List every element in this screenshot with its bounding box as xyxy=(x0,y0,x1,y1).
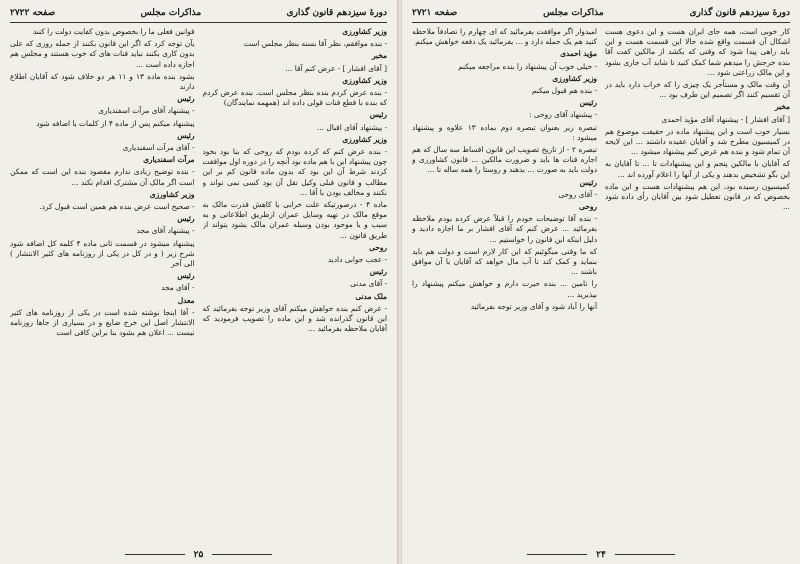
left-page-footer-number: ۲۵ xyxy=(193,550,204,560)
right-page xyxy=(402,0,800,564)
transcript-paragraph: پیشنهاد میکنم پس از ماده ۴ از کلمات با اضافه شود xyxy=(36,118,195,128)
transcript-paragraph: کمیسیون رسیده بود، این هم پیشنهادات هست و این ماده بخصوص که در قانون تعطیل شود بین آقایان رأی داده شود ... xyxy=(605,181,790,212)
right-journal-title: مذاکرات مجلس xyxy=(543,8,604,18)
transcript-paragraph: - پیشنهاد آقای مرآت اسفندیاری xyxy=(98,106,195,116)
transcript-paragraph: - آقای مدنی xyxy=(350,279,387,289)
transcript-paragraph: امیدوار اگر موافقت بفرمائید که ای چهارم را تصادفاً ملاحظه کنید هم یک جمله دارد و ... بفرمائید یک دفعه خواهش میکنم xyxy=(412,27,597,47)
footer-rule xyxy=(527,554,587,555)
transcript-paragraph: - پیشنهاد آقای اقبال ... xyxy=(316,122,387,132)
left-page-columns xyxy=(10,27,387,547)
transcript-paragraph: - عجب جوابی دادید xyxy=(327,255,387,265)
transcript-paragraph: - بنده توضیح زیادی ندارم مقصود بنده این است که ممکن است اگر مالک آن مشترک اقدام نکند ... xyxy=(10,167,195,187)
speaker-name: مرآت اسفندیاری xyxy=(143,155,195,165)
speaker-name: مخبر xyxy=(774,102,790,112)
transcript-paragraph: - خیلی خوب آن پیشنهاد را بنده مراجعه میکنم xyxy=(458,61,597,71)
speaker-name: رئیس xyxy=(369,110,387,120)
right-page-column-right xyxy=(605,27,790,547)
right-page-number-label: صفحه ۲۷۲۱ xyxy=(412,8,458,18)
transcript-paragraph: بآن توجه کرد که اگر این قانون بکنند از جمله روزی که علی بدون کاری بکنند نباید قنات های که خوب هستند و مجلس هم اجازه داده است ... xyxy=(10,39,195,69)
speaker-name: مؤید احمدی xyxy=(560,49,597,59)
speaker-name: وزیر کشاورزی xyxy=(342,27,387,36)
speaker-name: رئیس xyxy=(177,94,195,104)
footer-rule xyxy=(615,554,675,555)
left-journal-title: مذاکرات مجلس xyxy=(140,8,202,18)
transcript-paragraph: بسیار خوب است و این پیشنهاد ماده در حقیقت موضوع هم در کمیسیون مطرح شد و آقایان عقیده داشتند ... این لایحه آن تمام شود و بنده هم عرض کنم پیشنهاد میشود ... xyxy=(605,126,790,157)
transcript-paragraph: - آقای مجد xyxy=(161,283,195,293)
transcript-paragraph: - آقا اینجا نوشته شده است در یکی از روزنامه های کثیر الانتشار اصل این خرج ضایع و در بسیاری از جاها روزنامه نیست ... اعلان هم بشود بنا براین کافی است xyxy=(10,307,195,338)
speaker-name: رئیس xyxy=(369,267,387,277)
transcript-paragraph: - بنده عرض کردم بنده بنظر مجلس است. بنده عرض کردم که بنده با قطع قنات قولی داده اند (همهمه نمایندگان) xyxy=(202,88,387,108)
transcript-paragraph: قوانین فعلی ما را بخصوص بدون کفایت دولت را کنند xyxy=(32,27,195,36)
transcript-paragraph: که ما وقتی میگوئیم که این کار لازم است و دولت هم باید بنماید و کمک کند تا آب مال خواهد که آقایان با آن موافق باشند ... xyxy=(412,246,597,277)
footer-rule xyxy=(125,554,185,555)
transcript-paragraph: - بنده هم قبول میکنم xyxy=(531,86,597,96)
transcript-paragraph: - پیشنهاد آقای روحی : xyxy=(529,110,597,120)
speaker-name: وزیر کشاورزی xyxy=(149,189,195,199)
right-page-column-left xyxy=(412,27,597,547)
speaker-name: رئیس xyxy=(579,98,597,108)
speaker-name: رئیس xyxy=(177,214,195,224)
speaker-name: روحی xyxy=(579,202,597,212)
transcript-paragraph: - آقای روحی xyxy=(558,189,597,199)
footer-rule xyxy=(212,554,272,555)
transcript-paragraph: - آقای مرآت اسفندیاری xyxy=(122,143,195,153)
speaker-name: وزیر کشاورزی xyxy=(342,134,387,144)
right-page-footer xyxy=(402,550,800,560)
transcript-paragraph: - بنده آقا توضیحات خودم را قبلاً عرض کرده بودم ملاحظه بفرمائید ... عرض کنم که آقای افشار بر ما اجازه دادید و دلیل اینکه این قانون را خواستیم ... xyxy=(412,214,597,244)
transcript-paragraph: - بنده عرض کنم که کرده بودم که روحی که بنا بود بخود چون پیشنهاد این با هم ماده بود آنچه را در دوره اول موافقت کردند شرط آن این بود که بدون ماده قانون کم بر این مطالب و قانون قبلی وکیل نقل آن بود کسی نمی تواند و نکنند و مخالف بودن با آقا ... xyxy=(202,147,387,197)
speaker-name: وزیر کشاورزی xyxy=(342,75,387,85)
transcript-paragraph: [ آقای افشار ] - عرض کنم آقا ... xyxy=(285,63,387,73)
transcript-paragraph: تبصره زیر بعنوان تبصره دوم بماده ۱۳ علاوه و پیشنهاد میشود : xyxy=(412,122,597,142)
right-session-label: دورهٔ سیزدهم قانون گذاری xyxy=(689,8,790,18)
transcript-paragraph: پیشنهاد میشود در قسمت ثانی ماده ۴ کلمه کل اضافه شود شرح زیر ( و در کل در یکی از روزنامه های کثیر الانتشار ) الی آخر xyxy=(10,238,195,269)
left-page-column-right xyxy=(203,27,388,547)
right-page-columns xyxy=(412,27,790,547)
left-page-footer xyxy=(0,550,397,560)
transcript-paragraph: ماده ۴ - درصورتیکه علت خرابی یا کاهش قدرت مالک به موقع مالک در تهیه وسایل عمران ازطریق اطلاعاتی و به سبب و یا موجود بودن وسیله عمران مالک بشود بتواند از طریق قانون ... xyxy=(202,200,387,240)
transcript-paragraph: آنها را آباد شود و آقای وزیر توجه بفرمائید xyxy=(470,301,597,311)
speaker-name: معدل xyxy=(177,295,195,305)
left-page-column-left xyxy=(10,27,195,547)
speaker-name: رئیس xyxy=(177,130,195,140)
transcript-paragraph: را تامین ... بنده حیرت دارم و خواهش میکنم پیشنهاد را بپذیرید ... xyxy=(412,279,597,299)
transcript-paragraph: - بنده موافقم، نظر آقا بسته بنظر مجلس است xyxy=(243,39,387,49)
speaker-name: وزیر کشاورزی xyxy=(552,73,597,83)
transcript-paragraph: تبصره ۲ - از تاریخ تصویب این قانون اقساط سه سال که هم اجاره قنات ها باید و ضرورت مالکین ... قانون کشاورزی و دولت باید به صورت ... بدهند و روستا را همه ساله تا ... xyxy=(412,145,597,175)
speaker-name: ملک مدنی xyxy=(355,291,387,301)
transcript-paragraph: - پیشنهاد آقای مجد xyxy=(136,226,195,236)
transcript-paragraph: که آقایان با مالکین پنجم و این پیشنهادات تا ... تا آقایان به این بگو تشخیص بدهند و یکی از آنها را اعلام آورده اند ... xyxy=(605,159,790,179)
speaker-name: مخبر xyxy=(371,51,387,61)
left-page xyxy=(0,0,398,564)
transcript-paragraph: [ آقای افشار ] - پیشنهاد آقای مؤید احمدی xyxy=(661,114,790,124)
transcript-paragraph: کار خوبی است، همه جای ایران هست و این دعوی هست اشکال آن قسمت واقع شده حالا این قسمت هست و این باید راهی پیدا شود که وقتی که بکشد از مالکین کفت آقا بنده خرجش را میدهم شما کمک کنید تا شاید آب جاری بشود و این مالک زراعتی شود ... xyxy=(605,27,790,77)
transcript-paragraph: بشود بنده ماده ۱۳ و ۱۱ هر دو خلاف شود که آقایان اطلاع دارند xyxy=(10,71,195,92)
left-page-header xyxy=(10,6,387,23)
speaker-name: رئیس xyxy=(177,271,195,281)
transcript-paragraph: - عرض کنم بنده خواهش میکنم آقای وزیر توجه بفرمائید که این قانون گذرانده شد و این ماده را تصویب فرمودید که آقایان ملاحظه بفرمائید ... xyxy=(202,303,387,334)
transcript-paragraph: - صحیح است عرض بنده هم همین است قبول کرد. xyxy=(39,202,195,212)
right-page-header xyxy=(412,6,790,23)
speaker-name: روحی xyxy=(369,242,387,252)
transcript-paragraph: آن وقت مالک و مستأجر یک چیزی را که خراب دارد باید در آن تقسیم کنند اگر تصمیم این طرف بود ... xyxy=(605,80,790,100)
left-session-label: دورهٔ سیزدهم قانون گذاری xyxy=(286,8,387,18)
left-page-number-label: صفحه ۲۷۲۲ xyxy=(10,8,56,18)
right-page-footer-number: ۲۴ xyxy=(596,550,606,560)
speaker-name: رئیس xyxy=(579,177,597,187)
